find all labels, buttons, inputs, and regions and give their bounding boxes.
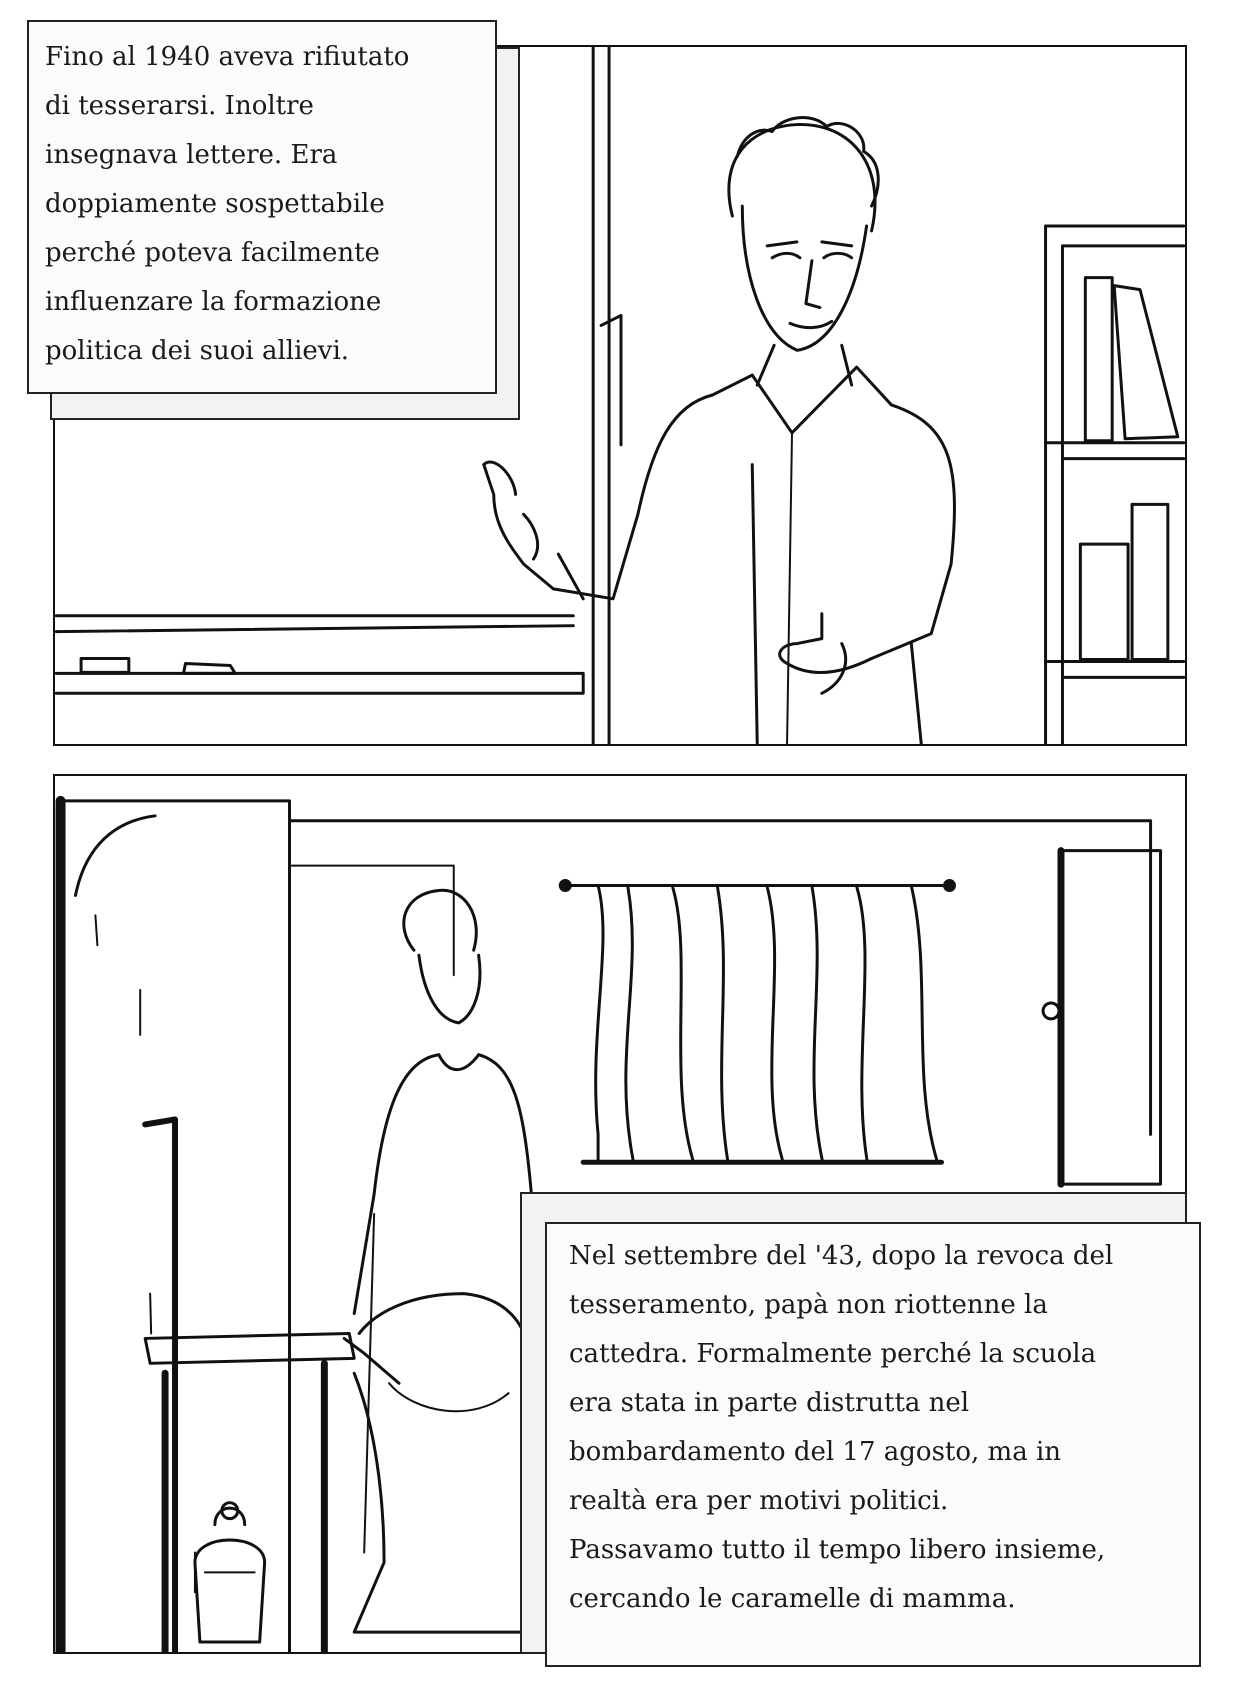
caption-1-text: Fino al 1940 aveva rifiutato di tesserarsi. Inoltre insegnava lettere. Era doppiamente sospettabile perché poteva facilmente influenzare la formazione politica dei suoi allievi. <box>45 42 410 366</box>
caption-1 <box>27 20 497 394</box>
caption-2 <box>545 1222 1201 1667</box>
caption-2-text: Nel settembre del '43, dopo la revoca del tesseramento, papà non riottenne la cattedra. Formalmente perché la scuola era stata in parte distrutta nel bombardamento del 17 agosto, ma in realtà era per motivi politici. Passavamo tutto il tempo libero insieme, cercando le caramelle di mamma. <box>569 1241 1114 1614</box>
